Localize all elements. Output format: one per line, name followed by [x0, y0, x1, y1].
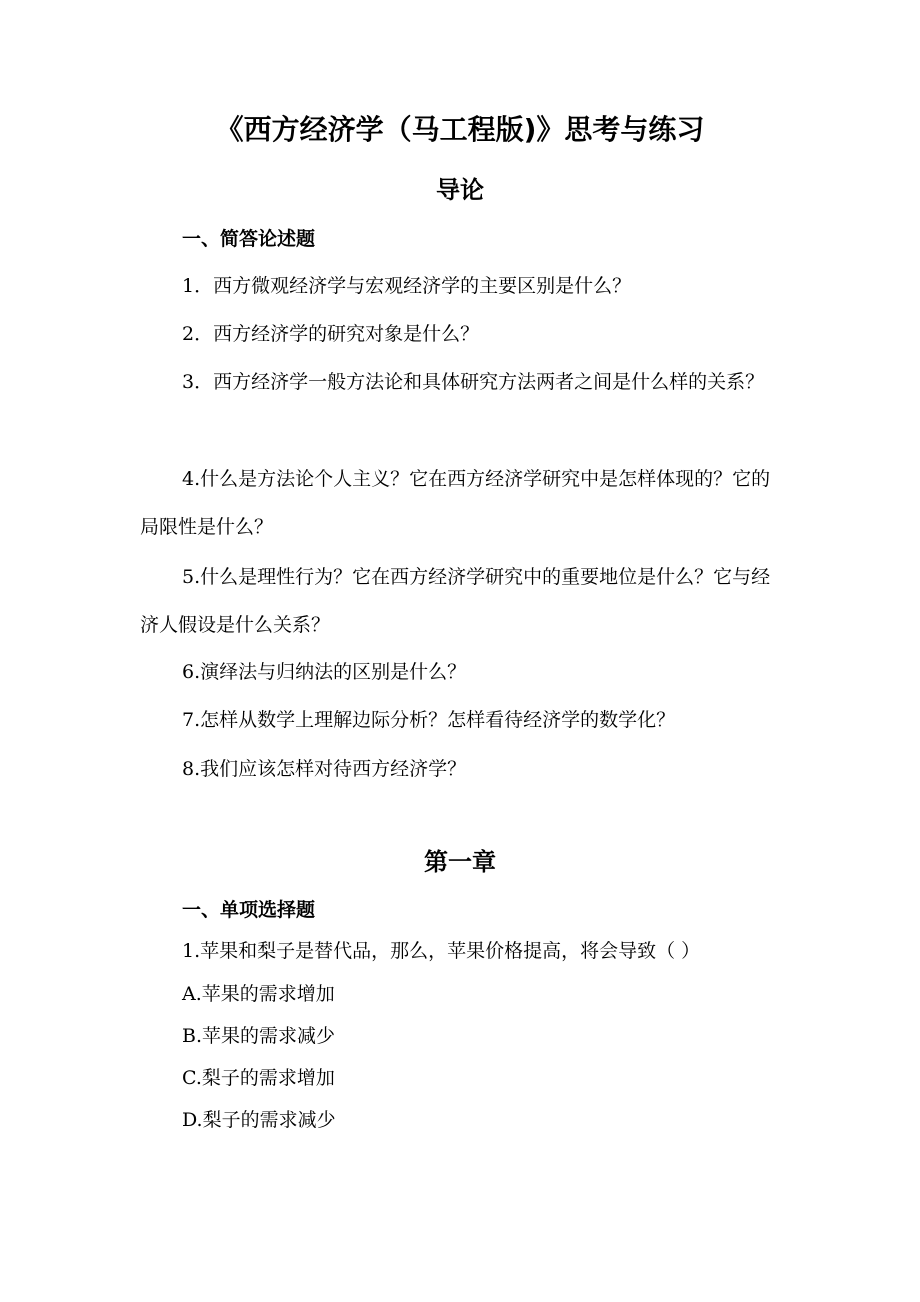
intro-question-3: 3．西方经济学一般方法论和具体研究方法两者之间是什么样的关系？ — [182, 371, 765, 393]
option-c: C.梨子的需求增加 — [182, 1067, 335, 1089]
option-a: A.苹果的需求增加 — [182, 983, 335, 1005]
intro-question-2: 2．西方经济学的研究对象是什么？ — [182, 323, 480, 345]
intro-question-1: 1．西方微观经济学与宏观经济学的主要区别是什么？ — [182, 275, 632, 297]
option-b: B.苹果的需求减少 — [182, 1025, 336, 1047]
intro-question-4: 4.什么是方法论个人主义？它在西方经济学研究中是怎样体现的？它的局限性是什么？ — [140, 468, 771, 538]
option-d: D.梨子的需求减少 — [182, 1109, 336, 1131]
intro-heading: 导论 — [436, 176, 484, 204]
chapter1-question-1: 1.苹果和梨子是替代品，那么，苹果价格提高，将会导致（ ） — [182, 940, 701, 962]
chapter1-heading: 第一章 — [424, 848, 496, 876]
chapter1-subheading: 一、单项选择题 — [182, 899, 316, 921]
intro-question-6: 6.演绎法与归纳法的区别是什么？ — [182, 661, 467, 683]
intro-subheading: 一、简答论述题 — [182, 228, 316, 250]
intro-question-5: 5.什么是理性行为？它在西方经济学研究中的重要地位是什么？它与经济人假设是什么关系？ — [140, 566, 771, 636]
intro-question-7: 7.怎样从数学上理解边际分析？怎样看待经济学的数学化？ — [182, 709, 676, 731]
document-title: 《西方经济学（马工程版)》思考与练习 — [215, 113, 705, 146]
intro-question-8: 8.我们应该怎样对待西方经济学？ — [182, 758, 467, 780]
